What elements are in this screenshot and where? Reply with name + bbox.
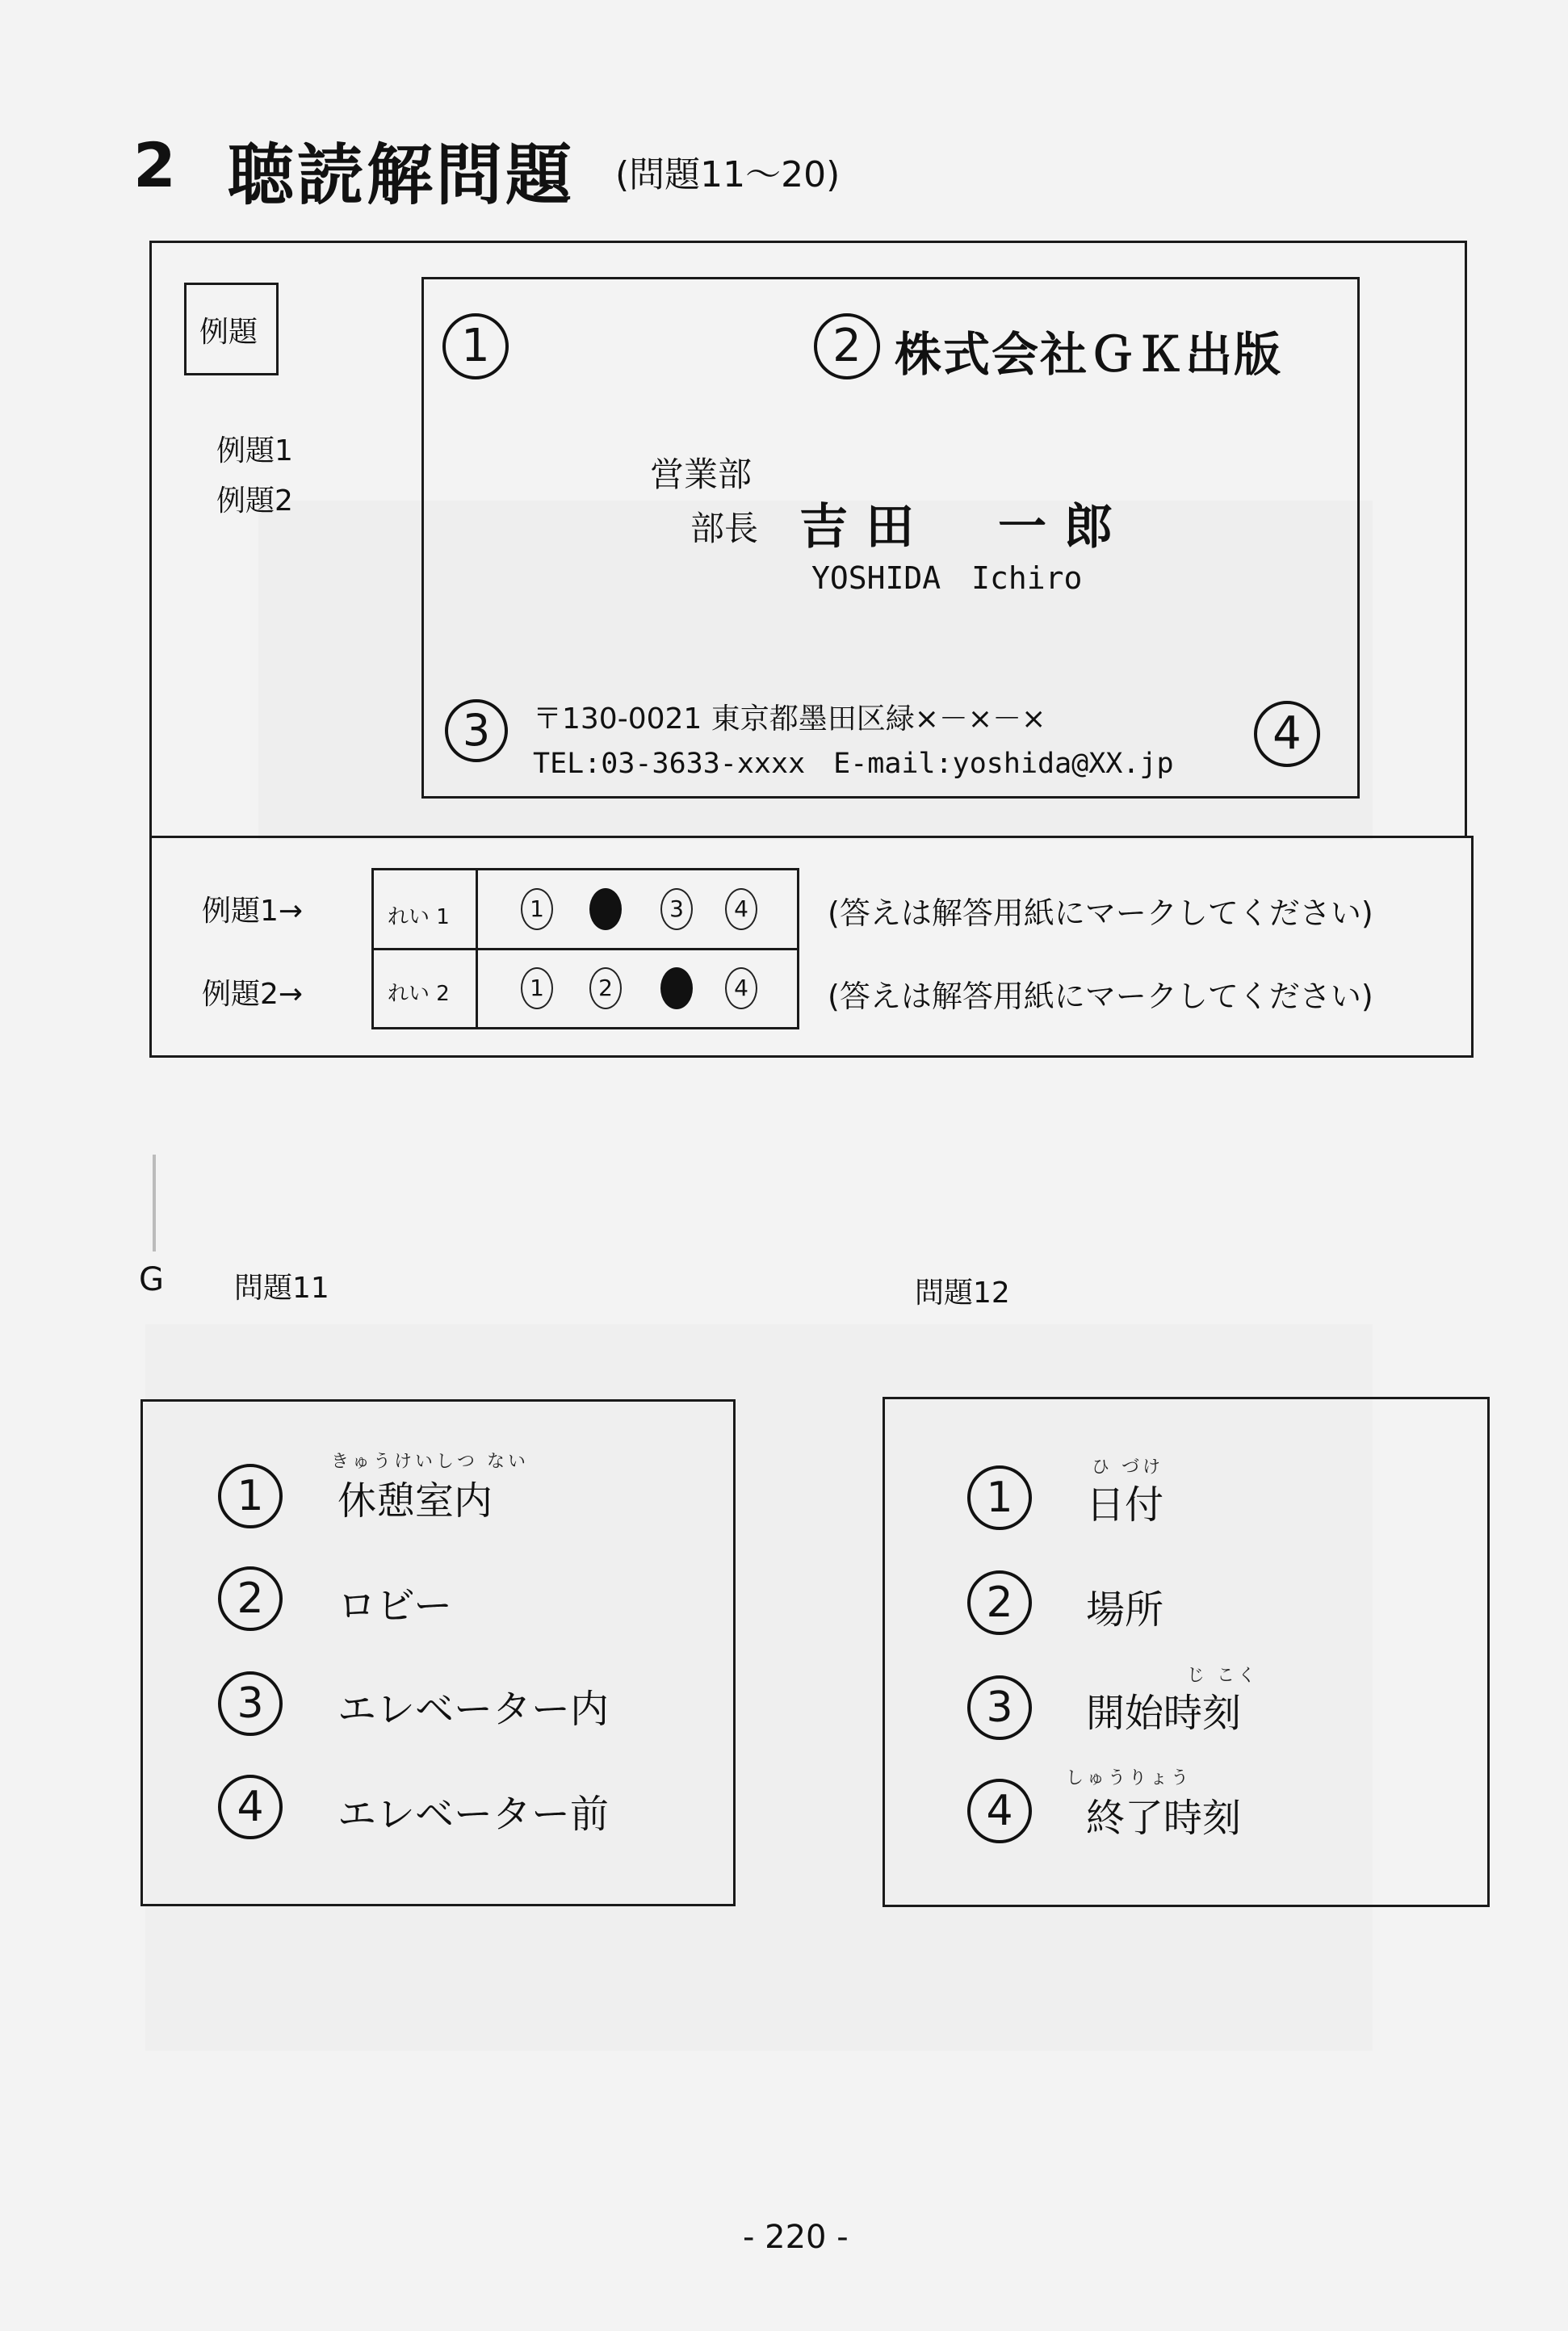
person-name: 吉田 一郎: [799, 499, 1130, 555]
card-address: 〒130-0021 東京都墨田区緑×－×－×: [533, 702, 1046, 736]
answer-row-tag-1: れい 1: [388, 905, 450, 929]
answer-grid-col-divider: [476, 868, 478, 1029]
answer-bubble-filled: [589, 888, 622, 930]
company-name: 株式会社ＧＫ出版: [895, 327, 1283, 382]
person-name-romaji: YOSHIDA Ichiro: [811, 560, 1083, 596]
answer-bubble-filled: [660, 967, 693, 1009]
q11-ruby-1: きゅうけいしつ ない: [331, 1452, 529, 1472]
example-label-2: 例題2: [216, 484, 293, 518]
card-marker-1: 1: [442, 313, 509, 379]
example-answer-box: [149, 836, 1474, 1058]
answer-note-1: (答えは解答用紙にマークしてください): [828, 895, 1373, 931]
q12-option-2: 場所: [1086, 1587, 1164, 1633]
answer-grid-row-divider: [371, 948, 799, 950]
q12-ruby-3: じ こく: [1187, 1666, 1259, 1686]
q12-option-num-4: 4: [967, 1779, 1032, 1843]
card-marker-3: 3: [445, 699, 508, 762]
answer-note-2: (答えは解答用紙にマークしてください): [828, 979, 1373, 1014]
q12-option-4: 終了時刻: [1086, 1796, 1242, 1841]
q11-option-num-4: 4: [218, 1775, 283, 1839]
stray-mark: [153, 1155, 156, 1251]
section-number: 2: [133, 129, 176, 201]
q12-option-num-3: 3: [967, 1675, 1032, 1740]
q12-ruby-4: しゅうりょう: [1066, 1768, 1193, 1788]
q11-option-2: ロビー: [337, 1583, 453, 1629]
q11-option-3: エレベーター内: [337, 1687, 610, 1732]
answer-bubble: 1: [521, 967, 553, 1009]
q12-option-3: 開始時刻: [1086, 1691, 1242, 1736]
answer-bubble: 4: [725, 888, 757, 930]
q11-option-num-2: 2: [218, 1566, 283, 1631]
answer-bubble: 3: [660, 888, 693, 930]
answer-row-label-1: 例題1→: [202, 895, 304, 928]
position: 部長: [690, 509, 759, 548]
example-tag-label: 例題: [199, 316, 258, 349]
q11-label: 問題11: [234, 1272, 329, 1305]
example-label-1: 例題1: [216, 434, 293, 467]
q12-option-num-2: 2: [967, 1570, 1032, 1635]
q12-label: 問題12: [915, 1277, 1010, 1310]
section-title: 聴読解問題: [228, 137, 576, 214]
answer-bubble: 2: [589, 967, 622, 1009]
q11-option-1: 休憩室内: [337, 1478, 493, 1524]
q11-option-4: エレベーター前: [337, 1792, 610, 1837]
stray-letter: G: [139, 1261, 164, 1298]
answer-row-label-2: 例題2→: [202, 978, 304, 1011]
q12-option-num-1: 1: [967, 1465, 1032, 1530]
q11-option-num-3: 3: [218, 1671, 283, 1736]
department: 営業部: [650, 455, 753, 494]
q11-option-num-1: 1: [218, 1464, 283, 1528]
q12-ruby-1: ひ づけ: [1092, 1457, 1163, 1478]
answer-bubble: 4: [725, 967, 757, 1009]
answer-row-tag-2: れい 2: [388, 982, 450, 1006]
card-contact: TEL:03-3633-xxxx E-mail:yoshida@XX.jp: [533, 748, 1174, 780]
answer-bubble: 1: [521, 888, 553, 930]
card-marker-4: 4: [1254, 701, 1320, 767]
q12-option-1: 日付: [1086, 1482, 1164, 1528]
section-subtitle: (問題11～20): [615, 154, 841, 195]
card-marker-2: 2: [814, 313, 880, 379]
page-number: - 220 -: [743, 2219, 849, 2256]
